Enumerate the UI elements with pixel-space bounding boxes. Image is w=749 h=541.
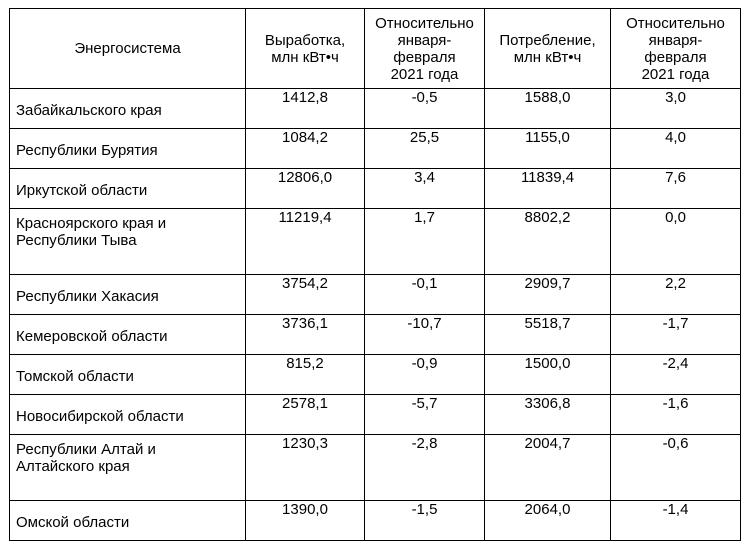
cell-production: 1230,3	[246, 435, 365, 501]
cell-production-change: -5,7	[365, 395, 485, 435]
cell-system	[10, 355, 246, 395]
cell-consumption-change: 0,0	[611, 209, 741, 275]
cell-system	[10, 275, 246, 315]
cell-production-change: -10,7	[365, 315, 485, 355]
table-row	[10, 395, 741, 435]
cell-consumption: 3306,8	[485, 395, 611, 435]
cell-production: 1084,2	[246, 129, 365, 169]
system-name-line: Республики Тыва	[16, 232, 137, 249]
table-row	[10, 355, 741, 395]
cell-production: 3736,1	[246, 315, 365, 355]
system-name: Новосибирской области	[16, 408, 184, 425]
cell-consumption-change: -1,7	[611, 315, 741, 355]
cell-system	[10, 315, 246, 355]
table-row	[10, 129, 741, 169]
cell-system	[10, 169, 246, 209]
system-name: Омской области	[16, 514, 130, 531]
table-row	[10, 89, 741, 129]
header-consumption-change	[611, 9, 741, 89]
header-consumption-line: млн кВт•ч	[513, 48, 582, 66]
cell-production-change: 1,7	[365, 209, 485, 275]
cell-system	[10, 435, 246, 501]
cell-consumption: 1155,0	[485, 129, 611, 169]
cell-system	[10, 209, 246, 275]
header-production-line: млн кВт•ч	[271, 48, 339, 66]
system-name: Забайкальского края	[16, 102, 162, 119]
table-row	[10, 209, 741, 275]
header-consumption	[485, 9, 611, 89]
cell-production-change: 25,5	[365, 129, 485, 169]
system-name-line: Алтайского края	[16, 458, 130, 475]
cell-consumption: 2909,7	[485, 275, 611, 315]
cell-system	[10, 395, 246, 435]
cell-consumption-change: 3,0	[611, 89, 741, 129]
table-row	[10, 169, 741, 209]
cell-consumption-change: 2,2	[611, 275, 741, 315]
cell-consumption-change: 7,6	[611, 169, 741, 209]
header-system	[10, 9, 246, 89]
cell-production-change: 3,4	[365, 169, 485, 209]
cell-system	[10, 129, 246, 169]
system-name: Томской области	[16, 368, 134, 385]
header-consumption-change-line: 2021 года	[641, 65, 710, 83]
cell-production: 2578,1	[246, 395, 365, 435]
cell-production: 3754,2	[246, 275, 365, 315]
cell-system	[10, 89, 246, 129]
cell-production-change: -0,9	[365, 355, 485, 395]
cell-consumption: 1588,0	[485, 89, 611, 129]
energy-table	[9, 8, 741, 541]
header-consumption-change-line: февраля	[644, 48, 707, 66]
table-row	[10, 275, 741, 315]
table-row	[10, 315, 741, 355]
cell-consumption: 11839,4	[485, 169, 611, 209]
header-consumption-change-line: Относительно	[626, 14, 725, 32]
cell-system	[10, 501, 246, 541]
cell-consumption: 1500,0	[485, 355, 611, 395]
cell-production: 11219,4	[246, 209, 365, 275]
system-name: Иркутской области	[16, 182, 148, 199]
table-row	[10, 435, 741, 501]
cell-consumption: 2004,7	[485, 435, 611, 501]
cell-production: 815,2	[246, 355, 365, 395]
header-production-change-line: Относительно	[375, 14, 474, 32]
header-production-change-line: февраля	[393, 48, 456, 66]
header-production-change	[365, 9, 485, 89]
cell-production-change: -2,8	[365, 435, 485, 501]
cell-production: 1390,0	[246, 501, 365, 541]
cell-consumption-change: -1,4	[611, 501, 741, 541]
cell-production-change: -0,1	[365, 275, 485, 315]
header-production-line: Выработка,	[264, 31, 346, 49]
cell-production: 12806,0	[246, 169, 365, 209]
system-name-line: Республики Алтай и	[16, 441, 156, 458]
header-consumption-line: Потребление,	[499, 31, 596, 49]
system-name-line: Красноярского края и	[16, 215, 167, 232]
header-production	[246, 9, 365, 89]
header-system-label: Энергосистема	[74, 40, 181, 57]
system-name: Кемеровской области	[16, 328, 168, 345]
cell-consumption: 8802,2	[485, 209, 611, 275]
cell-consumption-change: -0,6	[611, 435, 741, 501]
system-name: Республики Хакасия	[16, 288, 159, 305]
cell-consumption-change: -2,4	[611, 355, 741, 395]
table-row	[10, 501, 741, 541]
cell-consumption-change: 4,0	[611, 129, 741, 169]
cell-production-change: -0,5	[365, 89, 485, 129]
header-production-change-line: января-	[397, 31, 452, 49]
cell-consumption: 2064,0	[485, 501, 611, 541]
cell-consumption-change: -1,6	[611, 395, 741, 435]
system-name: Республики Бурятия	[16, 142, 158, 159]
header-production-change-line: 2021 года	[390, 65, 459, 83]
table-header-row	[10, 9, 741, 89]
cell-production: 1412,8	[246, 89, 365, 129]
cell-production-change: -1,5	[365, 501, 485, 541]
cell-consumption: 5518,7	[485, 315, 611, 355]
header-consumption-change-line: января-	[648, 31, 703, 49]
